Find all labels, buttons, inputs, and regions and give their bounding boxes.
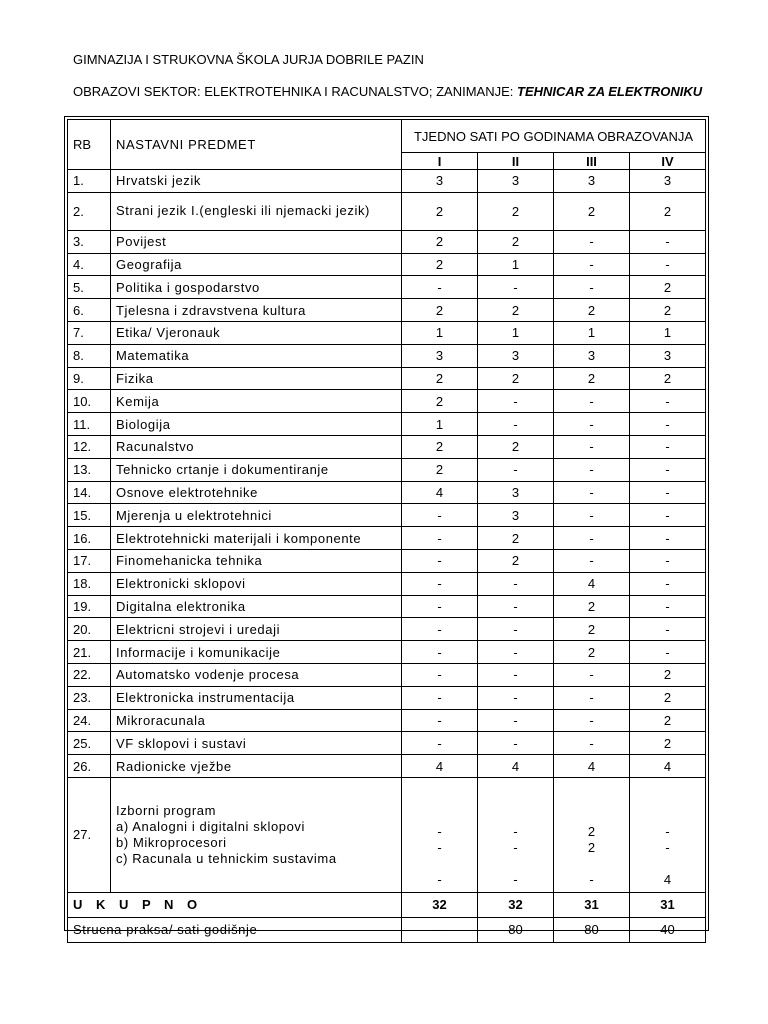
hours-year-3: -	[554, 413, 630, 436]
hours-year-1: -	[402, 276, 478, 299]
hours-year-1: -	[402, 504, 478, 527]
elective-value: -	[589, 871, 594, 887]
row-number: 22.	[68, 663, 111, 686]
hours-year-3: 1	[554, 321, 630, 344]
elective-value: -	[665, 823, 670, 839]
hours-year-4: -	[630, 458, 706, 481]
hours-year-4: 1	[630, 321, 706, 344]
subject-name: Radionicke vježbe	[111, 755, 402, 778]
table-row	[68, 549, 706, 572]
elective-value: -	[513, 839, 518, 855]
total-row	[68, 892, 706, 917]
row-number: 25.	[68, 732, 111, 755]
elective-hours-year-4	[630, 777, 706, 892]
row-number: 27.	[68, 777, 111, 892]
hours-year-1: 2	[402, 390, 478, 413]
hours-year-2: -	[478, 663, 554, 686]
table-row	[68, 755, 706, 778]
hours-year-4: 3	[630, 170, 706, 193]
hours-year-2: -	[478, 595, 554, 618]
hours-year-1: -	[402, 641, 478, 664]
hours-year-3: 2	[554, 595, 630, 618]
elective-hours-year-1	[402, 777, 478, 892]
row-number: 21.	[68, 641, 111, 664]
subject-name: Politika i gospodarstvo	[111, 276, 402, 299]
sector-line	[73, 84, 702, 99]
hours-year-4: 4	[630, 755, 706, 778]
subject-name: Racunalstvo	[111, 435, 402, 458]
hours-year-1: 2	[402, 458, 478, 481]
practice-label: Strucna praksa/ sati godišnje	[68, 917, 402, 942]
year-header-3: III	[554, 153, 630, 170]
table-row	[68, 344, 706, 367]
table-row	[68, 504, 706, 527]
hours-year-4: -	[630, 481, 706, 504]
row-number: 12.	[68, 435, 111, 458]
hours-year-2: -	[478, 413, 554, 436]
table-row	[68, 321, 706, 344]
hours-year-2: 1	[478, 321, 554, 344]
hours-year-2: 3	[478, 170, 554, 193]
elective-value	[514, 856, 518, 872]
elective-value: 4	[663, 871, 672, 887]
row-number: 26.	[68, 755, 111, 778]
subject-name: Automatsko vodenje procesa	[111, 663, 402, 686]
hours-year-4: 2	[630, 732, 706, 755]
hours-year-2: 2	[478, 367, 554, 390]
elective-subjects	[111, 777, 402, 892]
table-row	[68, 663, 706, 686]
elective-value: -	[665, 839, 670, 855]
elective-row	[68, 777, 706, 892]
practice-year-1: -	[402, 917, 478, 942]
hours-year-3: 2	[554, 618, 630, 641]
hours-year-4: -	[630, 230, 706, 253]
row-number: 1.	[68, 170, 111, 193]
subject-name: Etika/ Vjeronauk	[111, 321, 402, 344]
hours-year-2: -	[478, 458, 554, 481]
table-row	[68, 192, 706, 230]
hours-year-3: 2	[554, 641, 630, 664]
year-header-4: IV	[630, 153, 706, 170]
hours-year-2: -	[478, 390, 554, 413]
elective-value	[590, 856, 594, 872]
hours-year-4: 2	[630, 299, 706, 322]
hours-year-2: 2	[478, 192, 554, 230]
hours-year-4: -	[630, 595, 706, 618]
row-number: 17.	[68, 549, 111, 572]
hours-year-3: 3	[554, 344, 630, 367]
year-header-2: II	[478, 153, 554, 170]
hours-year-3: -	[554, 230, 630, 253]
elective-value: -	[513, 871, 518, 887]
hours-year-2: 2	[478, 549, 554, 572]
col-header-rb: RB	[68, 120, 111, 170]
subject-name: Finomehanicka tehnika	[111, 549, 402, 572]
year-header-1: I	[402, 153, 478, 170]
subject-name: Elektricni strojevi i uredaji	[111, 618, 402, 641]
hours-year-1: 3	[402, 344, 478, 367]
subject-name: Mjerenja u elektrotehnici	[111, 504, 402, 527]
elective-item: c) Racunala u tehnickim sustavima	[116, 850, 337, 866]
hours-year-2: 2	[478, 299, 554, 322]
row-number: 11.	[68, 413, 111, 436]
row-number: 7.	[68, 321, 111, 344]
elective-value: 2	[587, 839, 596, 855]
hours-year-2: 4	[478, 755, 554, 778]
col-header-subject: NASTAVNI PREDMET	[111, 120, 402, 170]
hours-year-4: -	[630, 641, 706, 664]
hours-year-2: -	[478, 276, 554, 299]
table-row	[68, 299, 706, 322]
hours-year-2: 3	[478, 481, 554, 504]
elective-hours-year-2	[478, 777, 554, 892]
subject-name: Mikroracunala	[111, 709, 402, 732]
hours-year-3: -	[554, 504, 630, 527]
hours-year-2: -	[478, 686, 554, 709]
hours-year-1: 2	[402, 435, 478, 458]
total-year-3: 31	[554, 892, 630, 917]
curriculum-table	[67, 119, 706, 943]
table-row	[68, 170, 706, 193]
subject-name: Elektronicka instrumentacija	[111, 686, 402, 709]
elective-value	[438, 856, 442, 872]
header-row	[68, 120, 706, 153]
elective-hours-year-3	[554, 777, 630, 892]
practice-row	[68, 917, 706, 942]
subject-name: VF sklopovi i sustavi	[111, 732, 402, 755]
subject-name: Informacije i komunikacije	[111, 641, 402, 664]
table-row	[68, 367, 706, 390]
row-number: 20.	[68, 618, 111, 641]
hours-year-3: 3	[554, 170, 630, 193]
hours-year-2: -	[478, 572, 554, 595]
hours-year-3: -	[554, 663, 630, 686]
hours-year-1: 2	[402, 367, 478, 390]
hours-year-3: -	[554, 709, 630, 732]
row-number: 23.	[68, 686, 111, 709]
hours-year-2: -	[478, 709, 554, 732]
table-row	[68, 709, 706, 732]
practice-year-4: 40	[630, 917, 706, 942]
hours-year-4: 2	[630, 663, 706, 686]
elective-value: 2	[587, 823, 596, 839]
hours-year-1: 2	[402, 299, 478, 322]
hours-year-2: 2	[478, 527, 554, 550]
hours-year-1: -	[402, 572, 478, 595]
subject-name: Digitalna elektronika	[111, 595, 402, 618]
hours-year-3: -	[554, 253, 630, 276]
hours-year-4: -	[630, 435, 706, 458]
elective-value: -	[437, 839, 442, 855]
hours-year-4: -	[630, 253, 706, 276]
total-year-4: 31	[630, 892, 706, 917]
hours-year-4: -	[630, 504, 706, 527]
hours-year-3: 2	[554, 367, 630, 390]
hours-year-1: -	[402, 686, 478, 709]
row-number: 14.	[68, 481, 111, 504]
elective-value: -	[513, 823, 518, 839]
row-number: 10.	[68, 390, 111, 413]
elective-value	[666, 856, 670, 872]
table-row	[68, 458, 706, 481]
hours-year-3: 2	[554, 299, 630, 322]
table-row	[68, 641, 706, 664]
hours-year-3: -	[554, 276, 630, 299]
sector-label: OBRAZOVI SEKTOR: ELEKTROTEHNIKA I RACUNALSTVO; ZANIMANJE:	[73, 84, 518, 99]
school-name: GIMNAZIJA I STRUKOVNA ŠKOLA JURJA DOBRILE PAZIN	[73, 52, 424, 67]
elective-item: a) Analogni i digitalni sklopovi	[116, 818, 306, 834]
table-row	[68, 686, 706, 709]
total-year-1: 32	[402, 892, 478, 917]
subject-name: Matematika	[111, 344, 402, 367]
elective-title: Izborni program	[116, 802, 217, 818]
subject-name: Povijest	[111, 230, 402, 253]
table-row	[68, 595, 706, 618]
hours-year-1: -	[402, 595, 478, 618]
row-number: 24.	[68, 709, 111, 732]
hours-year-2: 1	[478, 253, 554, 276]
row-number: 8.	[68, 344, 111, 367]
subject-name: Elektrotehnicki materijali i komponente	[111, 527, 402, 550]
row-number: 4.	[68, 253, 111, 276]
hours-year-3: -	[554, 732, 630, 755]
elective-value: -	[437, 823, 442, 839]
hours-year-2: -	[478, 732, 554, 755]
hours-year-3: -	[554, 390, 630, 413]
occupation-name: TEHNICAR ZA ELEKTRONIKU	[517, 84, 703, 99]
hours-year-4: -	[630, 572, 706, 595]
row-number: 18.	[68, 572, 111, 595]
subject-name: Biologija	[111, 413, 402, 436]
hours-year-1: 2	[402, 230, 478, 253]
hours-year-4: 2	[630, 192, 706, 230]
hours-year-1: -	[402, 709, 478, 732]
hours-year-4: 2	[630, 367, 706, 390]
hours-year-1: 2	[402, 192, 478, 230]
hours-year-1: 2	[402, 253, 478, 276]
hours-year-4: -	[630, 527, 706, 550]
table-row	[68, 230, 706, 253]
elective-value: -	[437, 871, 442, 887]
subject-name: Tjelesna i zdravstvena kultura	[111, 299, 402, 322]
hours-year-4: 2	[630, 686, 706, 709]
hours-year-3: -	[554, 435, 630, 458]
subject-name: Kemija	[111, 390, 402, 413]
subject-name: Geografija	[111, 253, 402, 276]
table-row	[68, 276, 706, 299]
row-number: 5.	[68, 276, 111, 299]
hours-year-4: 2	[630, 276, 706, 299]
subject-name: Fizika	[111, 367, 402, 390]
subject-name: Osnove elektrotehnike	[111, 481, 402, 504]
hours-year-3: 4	[554, 755, 630, 778]
hours-year-2: -	[478, 641, 554, 664]
hours-year-4: 2	[630, 709, 706, 732]
elective-item: b) Mikroprocesori	[116, 834, 227, 850]
hours-year-4: -	[630, 549, 706, 572]
hours-year-1: -	[402, 663, 478, 686]
row-number: 3.	[68, 230, 111, 253]
table-row	[68, 618, 706, 641]
subject-name: Elektronicki sklopovi	[111, 572, 402, 595]
row-number: 6.	[68, 299, 111, 322]
hours-year-3: -	[554, 686, 630, 709]
hours-year-1: -	[402, 732, 478, 755]
hours-year-2: 3	[478, 344, 554, 367]
hours-year-1: 3	[402, 170, 478, 193]
table-row	[68, 253, 706, 276]
row-number: 2.	[68, 192, 111, 230]
hours-year-1: 4	[402, 755, 478, 778]
hours-year-3: -	[554, 527, 630, 550]
table-row	[68, 390, 706, 413]
hours-year-2: -	[478, 618, 554, 641]
hours-year-4: 3	[630, 344, 706, 367]
hours-year-1: 1	[402, 413, 478, 436]
row-number: 19.	[68, 595, 111, 618]
table-row	[68, 481, 706, 504]
practice-year-2: 80	[478, 917, 554, 942]
hours-year-1: 1	[402, 321, 478, 344]
subject-name: Tehnicko crtanje i dokumentiranje	[111, 458, 402, 481]
hours-year-4: -	[630, 618, 706, 641]
hours-year-3: 2	[554, 192, 630, 230]
hours-year-2: 3	[478, 504, 554, 527]
practice-year-3: 80	[554, 917, 630, 942]
hours-year-1: -	[402, 618, 478, 641]
hours-year-1: 4	[402, 481, 478, 504]
subject-name: Strani jezik I.(engleski ili njemacki jezik)	[111, 192, 402, 230]
hours-year-4: -	[630, 413, 706, 436]
subject-name: Hrvatski jezik	[111, 170, 402, 193]
row-number: 16.	[68, 527, 111, 550]
hours-year-3: -	[554, 481, 630, 504]
table-row	[68, 413, 706, 436]
hours-year-4: -	[630, 390, 706, 413]
hours-year-2: 2	[478, 435, 554, 458]
hours-year-2: 2	[478, 230, 554, 253]
hours-year-3: -	[554, 458, 630, 481]
col-header-hours: TJEDNO SATI PO GODINAMA OBRAZOVANJA	[402, 120, 706, 153]
hours-year-1: -	[402, 527, 478, 550]
curriculum-table-frame	[64, 116, 709, 938]
hours-year-3: -	[554, 549, 630, 572]
row-number: 15.	[68, 504, 111, 527]
total-year-2: 32	[478, 892, 554, 917]
hours-year-3: 4	[554, 572, 630, 595]
hours-year-1: -	[402, 549, 478, 572]
table-row	[68, 527, 706, 550]
table-row	[68, 572, 706, 595]
table-row	[68, 435, 706, 458]
total-label: U K U P N O	[68, 892, 402, 917]
row-number: 13.	[68, 458, 111, 481]
row-number: 9.	[68, 367, 111, 390]
table-row	[68, 732, 706, 755]
